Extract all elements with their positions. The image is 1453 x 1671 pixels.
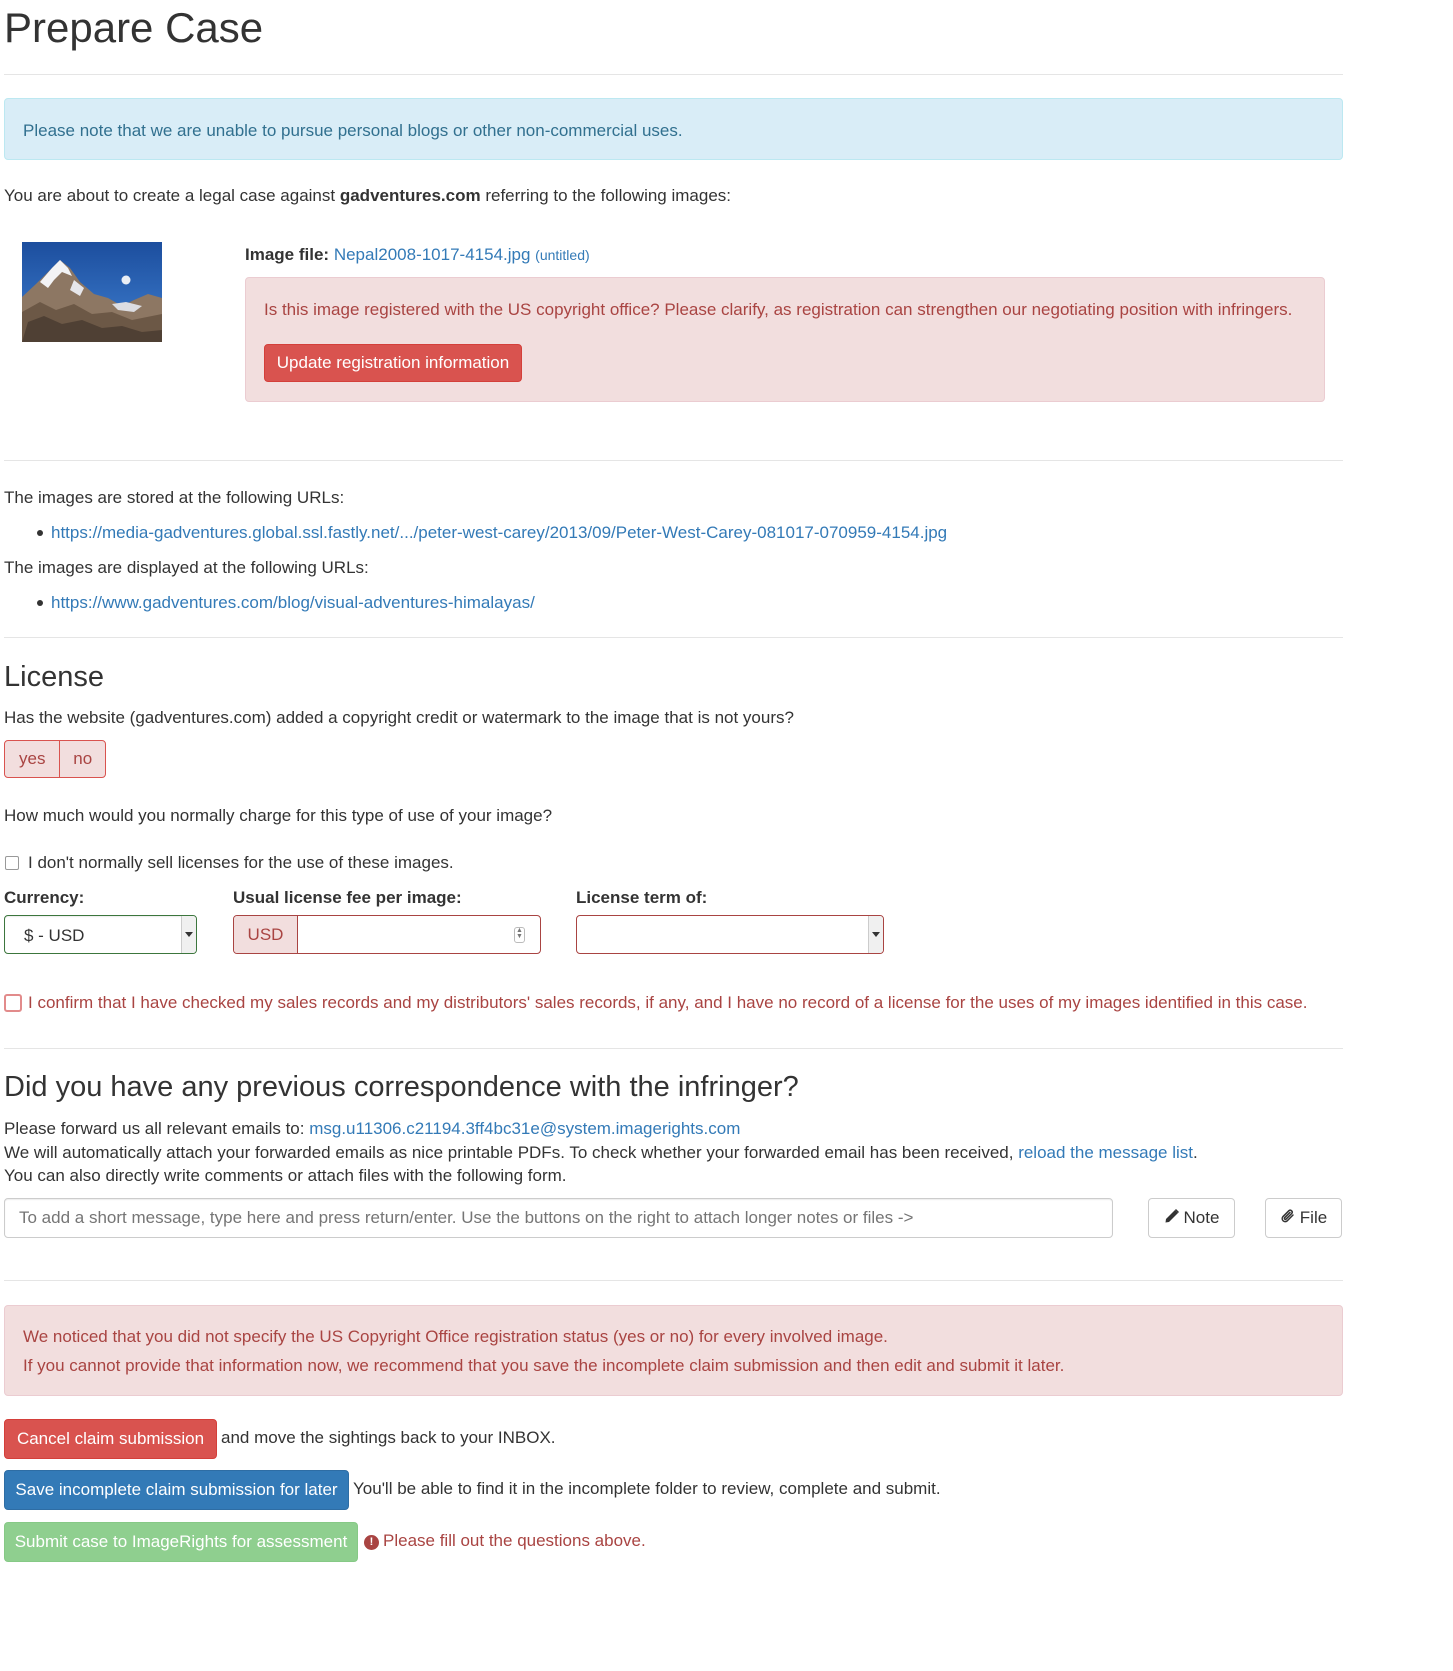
note-button[interactable]: Note bbox=[1148, 1198, 1235, 1238]
page-title: Prepare Case bbox=[4, 4, 264, 51]
forward-email-link[interactable]: msg.u11306.c21194.3ff4bc31e@system.imagerights.com bbox=[309, 1119, 741, 1138]
chevron-down-icon bbox=[868, 916, 883, 953]
save-incomplete-button[interactable]: Save incomplete claim submission for later bbox=[4, 1470, 349, 1510]
direct-write-line: You can also directly write comments or attach files with the following form. bbox=[4, 1166, 567, 1185]
reload-message-list-link[interactable]: reload the message list bbox=[1018, 1143, 1194, 1162]
chevron-down-icon bbox=[181, 916, 196, 953]
currency-value: $ - USD bbox=[24, 926, 85, 945]
watermark-yes-button[interactable]: yes bbox=[5, 741, 60, 777]
stepper-icon[interactable]: ▲ ▼ bbox=[514, 927, 525, 943]
fee-label: Usual license fee per image: bbox=[233, 888, 462, 907]
exclamation-circle-icon: ! bbox=[364, 1535, 379, 1550]
notice-alert bbox=[4, 98, 1343, 160]
divider bbox=[4, 1048, 1343, 1049]
infringer-domain: gadventures.com bbox=[339, 186, 481, 205]
auto-attach-line: We will automatically attach your forwarded emails as nice printable PDFs. To check whether your forwarded email has been received, reload the message list. bbox=[4, 1143, 1198, 1162]
warning-line-1: We noticed that you did not specify the US Copyright Office registration status (yes or no) for every involved image. bbox=[23, 1327, 888, 1346]
divider bbox=[4, 74, 1343, 75]
bullet bbox=[37, 600, 43, 606]
currency-select[interactable] bbox=[4, 915, 197, 954]
cancel-text: and move the sightings back to your INBOX. bbox=[221, 1428, 556, 1447]
submit-error: ! Please fill out the questions above. bbox=[364, 1531, 646, 1551]
intro-text: You are about to create a legal case against gadventures.com referring to the following images: bbox=[4, 186, 732, 205]
file-button[interactable]: File bbox=[1265, 1198, 1342, 1238]
registration-warning-alert bbox=[4, 1305, 1343, 1396]
watermark-question: Has the website (gadventures.com) added a copyright credit or watermark to the image that is not yours? bbox=[4, 708, 794, 727]
term-label: License term of: bbox=[576, 888, 708, 907]
fee-currency-addon: USD bbox=[234, 916, 298, 953]
fee-input[interactable] bbox=[298, 916, 540, 953]
currency-label: Currency: bbox=[4, 888, 85, 907]
image-filename-link[interactable]: Nepal2008-1017-4154.jpg bbox=[333, 245, 531, 264]
confirm-checkbox[interactable] bbox=[4, 994, 22, 1012]
image-file-row: Image file: Nepal2008-1017-4154.jpg (untitled) bbox=[245, 245, 590, 264]
cancel-claim-button[interactable]: Cancel claim submission bbox=[4, 1419, 217, 1459]
watermark-toggle-group bbox=[4, 740, 106, 778]
submit-case-button[interactable]: Submit case to ImageRights for assessment bbox=[4, 1522, 358, 1562]
pencil-icon bbox=[1164, 1200, 1180, 1238]
divider bbox=[4, 1280, 1343, 1281]
bullet bbox=[37, 530, 43, 536]
fee-input-group bbox=[233, 915, 541, 954]
correspondence-heading: Did you have any previous correspondence with the infringer? bbox=[4, 1071, 799, 1103]
update-registration-button[interactable]: Update registration information bbox=[264, 344, 522, 382]
image-thumbnail[interactable] bbox=[22, 242, 162, 342]
warning-line-2: If you cannot provide that information now, we recommend that you save the incomplete claim submission and then edit and submit it later. bbox=[23, 1356, 1065, 1375]
save-text: You'll be able to find it in the incomplete folder to review, complete and submit. bbox=[353, 1479, 941, 1498]
charge-question: How much would you normally charge for this type of use of your image? bbox=[4, 806, 553, 825]
displayed-url-link[interactable]: https://www.gadventures.com/blog/visual-adventures-himalayas/ bbox=[51, 593, 535, 612]
stored-url-link[interactable]: https://media-gadventures.global.ssl.fastly.net/.../peter-west-carey/2013/09/Peter-West-Carey-081017-070959-4154.jpg bbox=[51, 523, 948, 542]
registration-alert bbox=[245, 277, 1325, 402]
no-sell-label: I don't normally sell licenses for the use of these images. bbox=[28, 853, 454, 872]
message-input[interactable] bbox=[4, 1198, 1113, 1238]
divider bbox=[4, 460, 1343, 461]
forward-line: Please forward us all relevant emails to: msg.u11306.c21194.3ff4bc31e@system.imagerights.com bbox=[4, 1119, 741, 1138]
no-sell-checkbox[interactable] bbox=[5, 856, 19, 870]
paperclip-icon bbox=[1280, 1200, 1296, 1238]
registration-question: Is this image registered with the US copyright office? Please clarify, as registration can strengthen our negotiating position with infringers. bbox=[264, 300, 1293, 319]
notice-text: Please note that we are unable to pursue personal blogs or other non-commercial uses. bbox=[23, 121, 683, 140]
watermark-no-button[interactable]: no bbox=[73, 749, 93, 768]
confirm-label: I confirm that I have checked my sales records and my distributors' sales records, if any, and I have no record of a license for the uses of my images identified in this case. bbox=[28, 993, 1308, 1012]
stored-urls-label: The images are stored at the following URLs: bbox=[4, 488, 345, 507]
term-select[interactable] bbox=[576, 915, 884, 954]
image-title-tag: (untitled) bbox=[535, 247, 590, 263]
license-heading: License bbox=[4, 661, 104, 693]
divider bbox=[4, 637, 1343, 638]
displayed-urls-label: The images are displayed at the following URLs: bbox=[4, 558, 369, 577]
